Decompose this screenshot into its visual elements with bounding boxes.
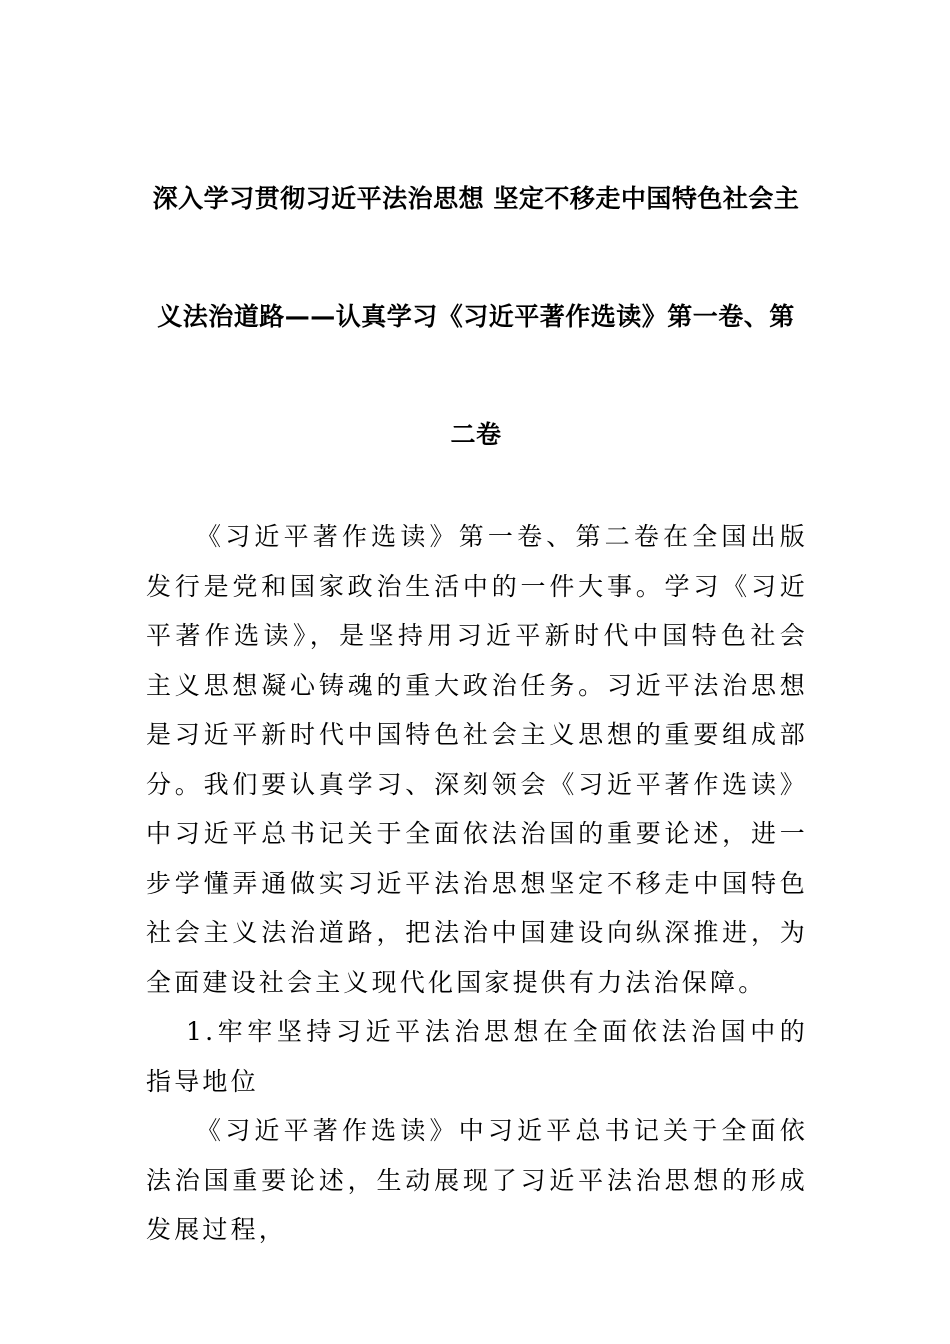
section-heading-1: 1.牢牢坚持习近平法治思想在全面依法治国中的指导地位 (146, 1017, 808, 1096)
document-body (146, 512, 808, 1255)
document-title: 深入学习贯彻习近平法治思想 坚定不移走中国特色社会主义法治道路——认真学习《习近平著作选读》第一卷、第二卷 (152, 184, 800, 449)
body-paragraph-intro: 《习近平著作选读》第一卷、第二卷在全国出版发行是党和国家政治生活中的一件大事。学习《习近平著作选读》，是坚持用习近平新时代中国特色社会主义思想凝心铸魂的重大政治任务。习近平法治思想是习近平新时代中国特色社会主义思想的重要组成部分。我们要认真学习、深刻领会《习近平著作选读》中习近平总书记关于全面依法治国的重要论述，进一步学懂弄通做实习近平法治思想坚定不移走中国特色社会主义法治道路，把法治中国建设向纵深推进，为全面建设社会主义现代化国家提供有力法治保障。 (146, 522, 808, 997)
body-paragraph-section-1: 《习近平著作选读》中习近平总书记关于全面依法治国重要论述，生动展现了习近平法治思想的形成发展过程， (146, 1116, 808, 1244)
